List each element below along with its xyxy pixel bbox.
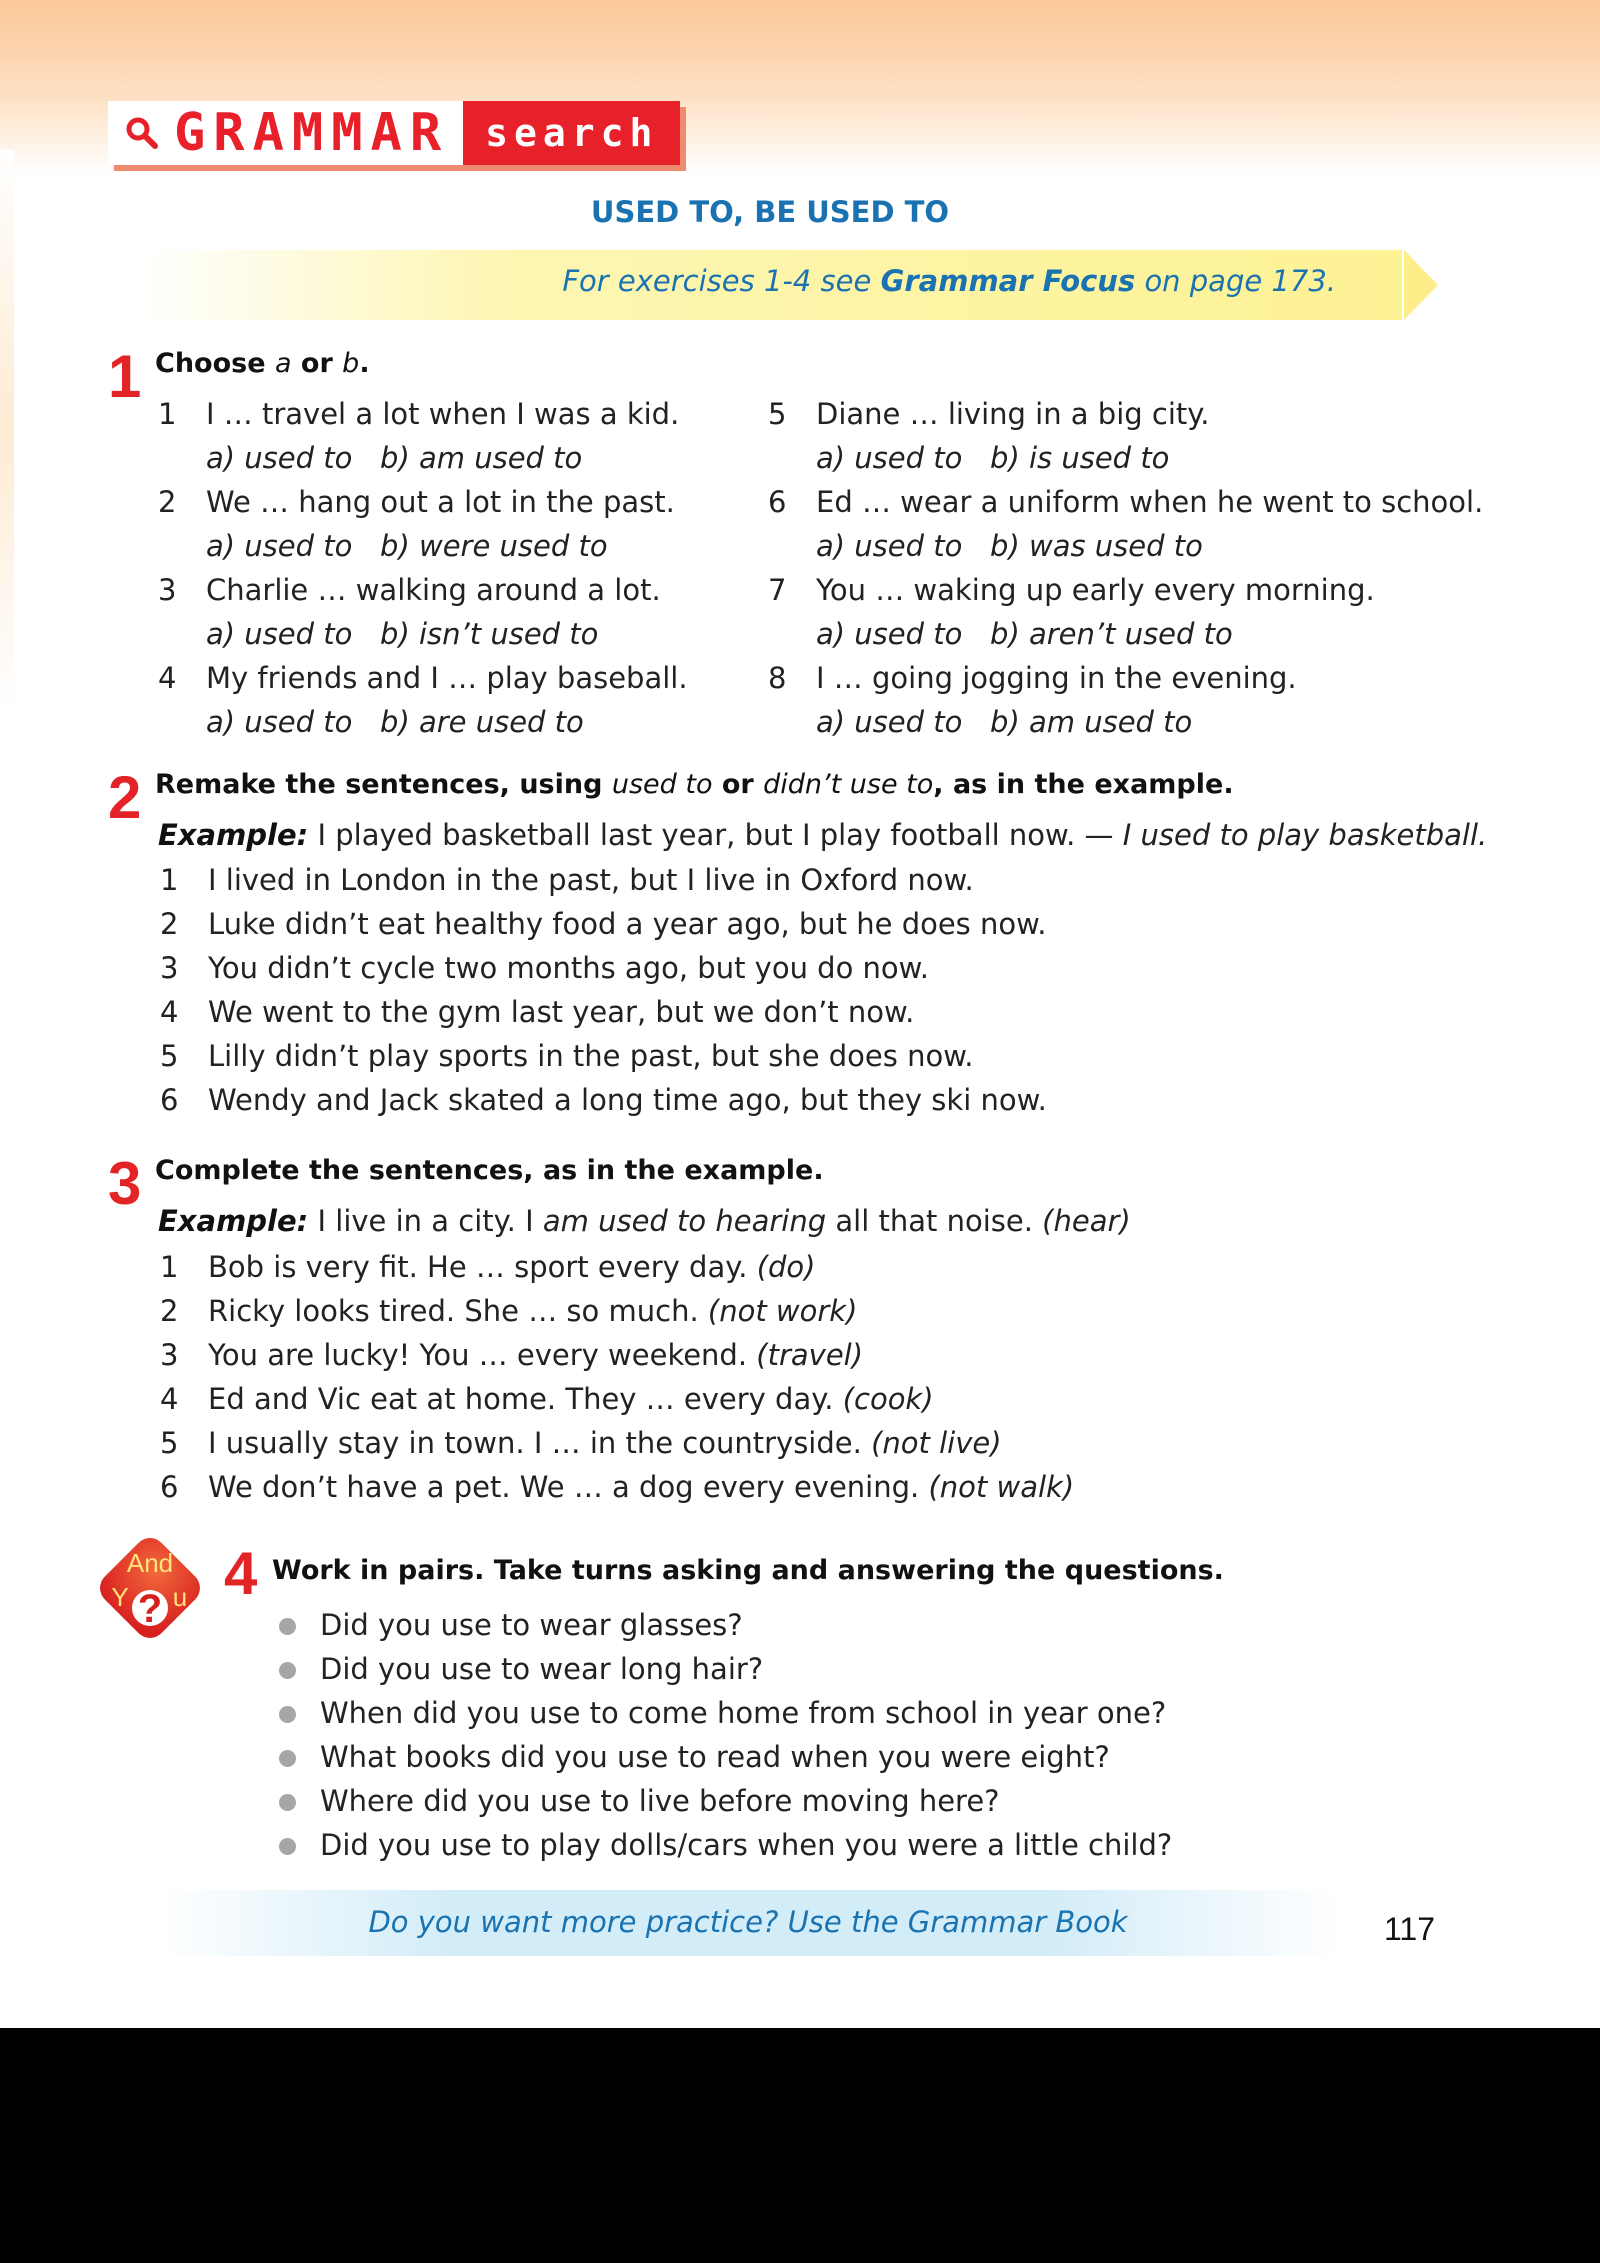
item-hint: (cook) [842, 1382, 934, 1416]
item-number: 4 [160, 995, 179, 1029]
exercise-3-item [160, 1470, 1074, 1504]
heading-dot: . [359, 348, 370, 379]
bullet-dot [279, 1662, 296, 1679]
option-a: a) used to [206, 441, 353, 475]
grammar-focus-link: Grammar Focus [880, 264, 1136, 298]
exercise-1-options [816, 529, 1203, 563]
item-hint: (not walk) [928, 1470, 1075, 1504]
option-a: a) used to [816, 705, 963, 739]
item-hint: (do) [756, 1250, 816, 1284]
heading-term-2: didn’t use to [763, 769, 934, 800]
heading-or: or [721, 769, 754, 800]
exercise-2-number: 2 [108, 764, 142, 831]
option-b: b) was used to [990, 529, 1203, 563]
heading-or: or [300, 348, 333, 379]
item-text: Ed and Vic eat at home. They … every day. [208, 1382, 834, 1416]
badge-u: u [172, 1582, 188, 1612]
item-number: 5 [768, 397, 787, 431]
focus-note-prefix: For exercises 1-4 see [562, 264, 872, 298]
item-number: 4 [158, 661, 177, 695]
option-b: b) isn’t used to [380, 617, 599, 651]
discussion-question: Did you use to play dolls/cars when you were a little child? [320, 1828, 1173, 1862]
item-text: My friends and I … play baseball. [206, 661, 688, 695]
item-number: 1 [160, 863, 179, 897]
item-text: Bob is very fit. He … sport every day. [208, 1250, 748, 1284]
badge-question-mark: ? [137, 1587, 163, 1631]
item-text: You … waking up early every morning. [816, 573, 1375, 607]
option-a: a) used to [816, 441, 963, 475]
exercise-3-example [158, 1204, 1131, 1238]
option-a: a) used to [206, 617, 353, 651]
exercise-1-item [768, 661, 1297, 695]
exercise-1-options [816, 705, 1192, 739]
badge-y: Y [111, 1582, 129, 1612]
item-number: 3 [160, 1338, 179, 1372]
item-number: 6 [160, 1083, 179, 1117]
focus-note-suffix: on page 173. [1144, 264, 1336, 298]
exercise-1-heading [155, 348, 370, 379]
option-a: a) used to [816, 617, 963, 651]
grammar-search-header [108, 101, 680, 165]
item-text: I usually stay in town. I … in the countryside. [208, 1426, 862, 1460]
exercise-3-heading: Complete the sentences, as in the example. [155, 1155, 824, 1186]
item-number: 6 [768, 485, 787, 519]
item-text: We went to the gym last year, but we don’t now. [208, 995, 915, 1029]
exercise-2-item [160, 863, 974, 897]
item-number: 2 [160, 907, 179, 941]
option-b: b) were used to [380, 529, 608, 563]
badge-and: And [126, 1548, 174, 1578]
item-number: 5 [160, 1426, 179, 1460]
exercise-1-options [206, 529, 608, 563]
item-text: Wendy and Jack skated a long time ago, but they ski now. [208, 1083, 1047, 1117]
bullet-dot [279, 1618, 296, 1635]
item-text: I … going jogging in the evening. [816, 661, 1297, 695]
bullet-dot [279, 1838, 296, 1855]
exercise-3-item [160, 1250, 815, 1284]
item-number: 5 [160, 1039, 179, 1073]
exercise-1-options [206, 705, 584, 739]
exercise-4-number: 4 [224, 1540, 258, 1607]
item-text: We … hang out a lot in the past. [206, 485, 675, 519]
item-number: 6 [160, 1470, 179, 1504]
exercise-2-item [160, 995, 914, 1029]
option-b: b) am used to [380, 441, 583, 475]
item-number: 2 [158, 485, 177, 519]
focus-note [562, 264, 1336, 298]
exercise-1-options [206, 441, 582, 475]
search-word: search [463, 101, 680, 165]
exercise-2-item [160, 1083, 1047, 1117]
example-text: I live in a city. I [317, 1204, 534, 1238]
exercise-1-options [206, 617, 598, 651]
exercise-4-heading: Work in pairs. Take turns asking and answering the questions. [272, 1555, 1224, 1586]
exercise-1-number: 1 [108, 343, 142, 410]
exercise-2-item [160, 951, 929, 985]
item-hint: (not work) [707, 1294, 858, 1328]
option-a: a) used to [206, 705, 353, 739]
exercise-3-item [160, 1294, 857, 1328]
heading-text: Remake the sentences, using [155, 769, 603, 800]
left-edge-tint [0, 150, 14, 710]
example-text: I played basketball last year, but I play football now. — [317, 818, 1114, 852]
example-answer: am used to hearing [542, 1204, 827, 1238]
exercise-1-options [816, 617, 1233, 651]
option-b: b) aren’t used to [990, 617, 1233, 651]
bullet-dot [279, 1750, 296, 1767]
item-number: 1 [158, 397, 177, 431]
item-number: 8 [768, 661, 787, 695]
discussion-question: When did you use to come home from school in year one? [320, 1696, 1167, 1730]
grammar-word: GRAMMAR [174, 103, 450, 163]
item-text: Ed … wear a uniform when he went to school. [816, 485, 1484, 519]
exercise-2-item [160, 1039, 973, 1073]
option-b: b) are used to [380, 705, 584, 739]
grammar-label-box [108, 101, 463, 165]
item-number: 7 [768, 573, 787, 607]
page-title: USED TO, BE USED TO [590, 195, 950, 229]
bullet-dot [279, 1794, 296, 1811]
grammar-book-note: Do you want more practice? Use the Grammar Book [368, 1905, 1128, 1939]
item-hint: (travel) [756, 1338, 864, 1372]
example-hint: (hear) [1042, 1204, 1131, 1238]
exercise-3-item [160, 1382, 934, 1416]
exercise-2-item [160, 907, 1046, 941]
option-a: a) used to [816, 529, 963, 563]
discussion-question: Did you use to wear glasses? [320, 1608, 743, 1642]
exercise-1-options [816, 441, 1169, 475]
and-you-badge-icon [82, 1520, 218, 1656]
heading-term-1: used to [611, 769, 713, 800]
item-hint: (not live) [871, 1426, 1002, 1460]
item-number: 2 [160, 1294, 179, 1328]
item-number: 3 [160, 951, 179, 985]
item-text: Diane … living in a big city. [816, 397, 1210, 431]
exercise-3-item [160, 1338, 863, 1372]
item-text: Luke didn’t eat healthy food a year ago, but he does now. [208, 907, 1047, 941]
item-number: 4 [160, 1382, 179, 1416]
exercise-1-item [158, 661, 688, 695]
focus-note-arrow [1404, 250, 1438, 320]
exercise-1-item [768, 573, 1375, 607]
item-text: Lilly didn’t play sports in the past, but she does now. [208, 1039, 974, 1073]
option-b: b) am used to [990, 705, 1193, 739]
exercise-2-heading [155, 769, 1234, 800]
magnifier-icon [124, 115, 160, 151]
discussion-question: Where did you use to live before moving here? [320, 1784, 1000, 1818]
exercise-1-item [158, 485, 675, 519]
exercise-3-number: 3 [108, 1150, 142, 1217]
item-text: You didn’t cycle two months ago, but you do now. [208, 951, 929, 985]
example-answer: I used to play basketball. [1122, 818, 1488, 852]
exercise-1-item [158, 397, 679, 431]
item-text: Charlie … walking around a lot. [206, 573, 661, 607]
exercise-3-item [160, 1426, 1002, 1460]
item-text: I … travel a lot when I was a kid. [206, 397, 680, 431]
heading-text: Choose [155, 348, 266, 379]
example-label: Example: [158, 818, 309, 852]
page-number: 117 [1384, 1911, 1436, 1947]
heading-option-b: b [342, 348, 360, 379]
item-text: We don’t have a pet. We … a dog every evening. [208, 1470, 920, 1504]
bullet-dot [279, 1706, 296, 1723]
exercise-1-item [768, 397, 1210, 431]
exercise-2-example [158, 818, 1487, 852]
exercise-1-item [768, 485, 1483, 519]
option-b: b) is used to [990, 441, 1170, 475]
item-text: You are lucky! You … every weekend. [208, 1338, 748, 1372]
option-a: a) used to [206, 529, 353, 563]
heading-tail: , as in the example. [933, 769, 1234, 800]
item-text: I lived in London in the past, but I live in Oxford now. [208, 863, 974, 897]
item-text: Ricky looks tired. She … so much. [208, 1294, 699, 1328]
item-number: 1 [160, 1250, 179, 1284]
discussion-question: Did you use to wear long hair? [320, 1652, 764, 1686]
heading-option-a: a [274, 348, 292, 379]
example-text-end: all that noise. [835, 1204, 1033, 1238]
discussion-question: What books did you use to read when you were eight? [320, 1740, 1110, 1774]
item-number: 3 [158, 573, 177, 607]
example-label: Example: [158, 1204, 309, 1238]
exercise-1-item [158, 573, 661, 607]
